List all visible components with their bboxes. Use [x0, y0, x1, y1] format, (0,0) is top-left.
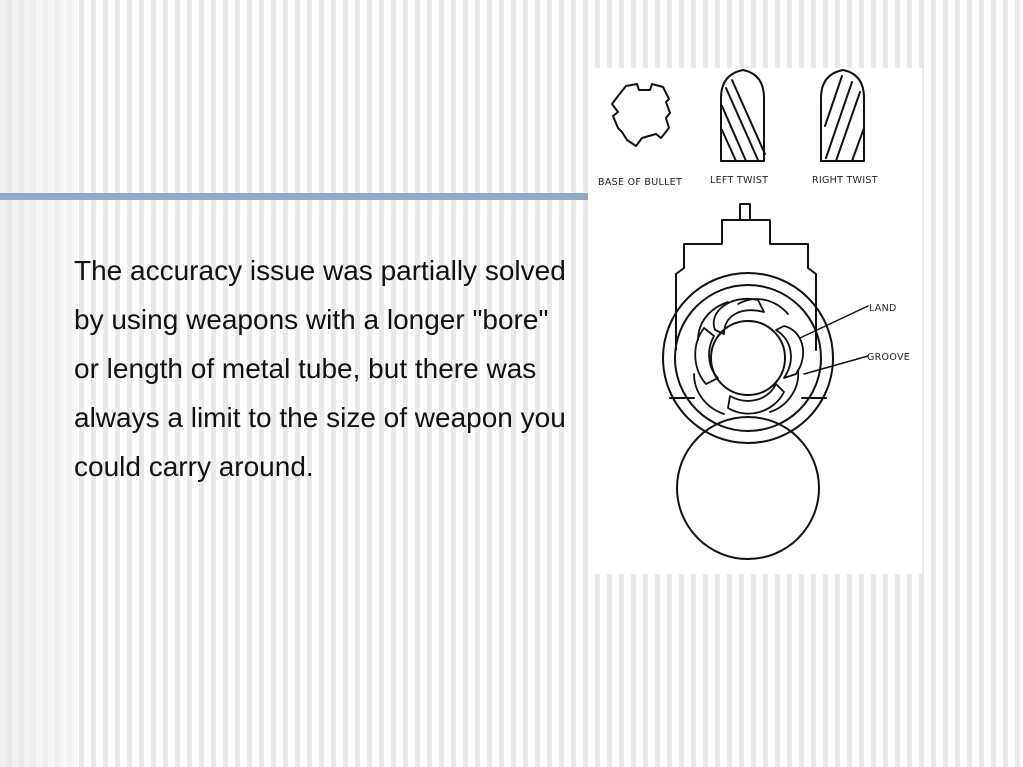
bullet-base-drawing [612, 84, 670, 146]
right-twist-bullet-drawing [821, 70, 864, 161]
background-band [0, 0, 78, 767]
groove-leader-line [804, 356, 868, 374]
slide-body-text: The accuracy issue was partially solved by using weapons with a longer "bore" or length of metal tube, but there was always a limit to the size of weapon you could carry around. [74, 255, 566, 482]
barrel-cross-section-drawing [663, 204, 833, 559]
title-divider [0, 193, 590, 200]
label-land: LAND [869, 303, 897, 314]
left-twist-bullet-drawing [721, 70, 765, 161]
label-groove: GROOVE [867, 352, 911, 363]
label-left-twist: LEFT TWIST [710, 175, 769, 186]
rifling-diagram-svg [588, 68, 922, 574]
land-leader-line [800, 306, 868, 338]
label-right-twist: RIGHT TWIST [812, 175, 878, 186]
rifling-diagram [588, 68, 922, 574]
label-base-of-bullet: BASE OF BULLET [598, 177, 683, 188]
